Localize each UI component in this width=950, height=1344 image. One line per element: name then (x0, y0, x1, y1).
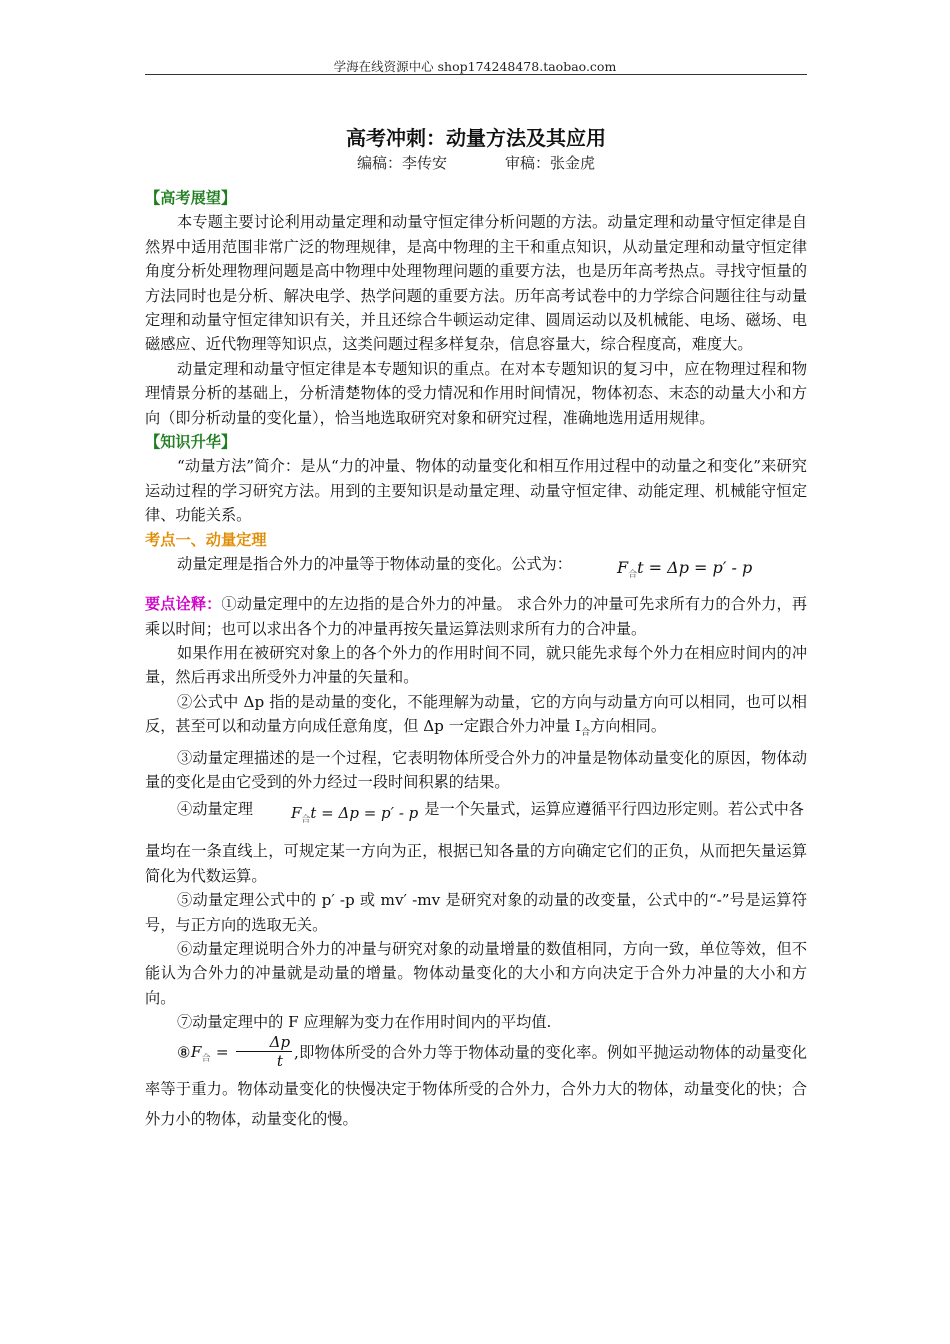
editor-credit: 编稿：李传安 (356, 154, 447, 172)
note-5: ⑤动量定理公式中的 p′ -p 或 mv′ -mv 是研究对象的动量的改变量，公式中的“-”号是运算符号，与正方向的选取无关。 (145, 891, 807, 934)
paragraph: 动量定理和动量守恒定律是本专题知识的重点。在对本专题知识的复习中，应在物理过程和物理情景分析的基础上，分析清楚物体的受力情况和作用时间情况，物体初态、末态的动量大小和方向（即分析动量的变化量），恰当地选取研究对象和研究过程，准确地选用适用规律。 (145, 359, 807, 427)
notes-label: 要点诠释： (145, 595, 222, 614)
paragraph: “动量方法”简介：是从“力的冲量、物体的动量变化和相互作用过程中的动量之和变化”来研究运动过程的学习研究方法。用到的主要知识是动量定理、动量守恒定律、动能定理、机械能守恒定律、功能关系。 (145, 457, 807, 525)
byline (145, 152, 807, 173)
formula-force: F (617, 558, 629, 578)
rate-formula: $F_合$ = $\frac{\Delta p}{t}$ (190, 1032, 291, 1070)
note-1b: 如果作用在被研究对象上的各个外力的作用时间不同，就只能先求每个外力在相应时间内的冲量，然后再求出所受外力冲量的矢量和。 (145, 643, 807, 687)
note-4: ④动量定理 $F_合t = \Delta p = p' - p$ 是一个矢量式，运算应遵循平行四边形定则。若公式中各 (145, 794, 807, 831)
note-7: ⑦动量定理中的 F 应理解为变力在作用时间内的平均值. (177, 1013, 552, 1032)
inline-formula: $F_合t = \Delta p = p' - p$ (290, 804, 419, 826)
section-heading-outlook: 【高考展望】 (145, 189, 237, 207)
note-6: ⑥动量定理说明合外力的冲量与研究对象的动量增量的数值相同，方向一致，单位等效，但不能认为合外力的冲量就是动量的增量。物体动量变化的大小和方向决定于合外力冲量的大小和方向。 (145, 940, 807, 1007)
page-header: 学海在线资源中心 shop174248478.taobao.com (333, 59, 617, 74)
article-body (145, 186, 807, 1134)
formula-rest: t = Δp = p′ - p (637, 558, 753, 578)
note-2: ②公式中 Δp 指的是动量的变化，不能理解为动量，它的方向与动量方向可以相同，也可以相反，甚至可以和动量方向成任意角度，但 Δp 一定跟合外力冲量 $I_合$方向相同。 (145, 692, 807, 739)
note-4-cont: 量均在一条直线上，可规定某一方向为正，根据已知各量的方向确定它们的正负，从而把矢量运算简化为代数运算。 (145, 842, 807, 885)
note-8: $⑧F_合$ = $\frac{\Delta p}{t}$ ,即物体所受的合外力等于物体动量的变化率。例如平抛运动物体的动量变化率等于重力。物体动量变化的快慢决定于物体所受的合外力，合外力大的物体，动量变化的快；合外力小的物体，动量变化的慢。 (145, 1032, 807, 1129)
page-title: 高考冲刺：动量方法及其应用 (346, 126, 606, 150)
formula-subscript: 合 (628, 570, 638, 581)
paragraph: 本专题主要讨论利用动量定理和动量守恒定律分析问题的方法。动量定理和动量守恒定律是自然界中适用范围非常广泛的物理规律，是高中物理的主干和重点知识，从动量定理和动量守恒定律角度分析处理物理问题是高中物理中处理物理问题的重要方法，也是历年高考热点。寻找守恒量的方法同时也是分析、解决电学、热学问题的重要方法。历年高考试卷中的力学综合问题往往与动量定理和动量守恒定律知识有关，并且还综合牛顿运动定律、圆周运动以及机械能、电场、磁场、电磁感应、近代物理等知识点，这类问题过程多样复杂，信息容量大，综合程度高，难度大。 (145, 213, 807, 354)
fraction: $\frac{\Delta p}{t}$ (236, 1033, 292, 1070)
definition-line (145, 552, 807, 592)
note-1 (145, 592, 807, 641)
note-1-text: ①动量定理中的左边指的是合外力的冲量。 求合外力的冲量可先求所有力的合外力，再乘以时间；也可以求出各个力的冲量再按矢量运算法则求所有力的合冲量。 (145, 595, 808, 638)
reviewer-credit: 审稿：张金虎 (505, 154, 596, 172)
section-heading-knowledge: 【知识升华】 (145, 433, 237, 452)
key-point-heading: 考点一、动量定理 (145, 530, 267, 549)
definition-text: 动量定理是指合外力的冲量等于物体动量的变化。公式为： (177, 555, 572, 574)
momentum-theorem-formula (617, 556, 752, 588)
note-3: ③动量定理描述的是一个过程，它表明物体所受合外力的冲量是物体动量变化的原因，物体动量的变化是由它受到的外力经过一段时间积累的结果。 (145, 748, 807, 791)
header-rule (145, 74, 807, 75)
